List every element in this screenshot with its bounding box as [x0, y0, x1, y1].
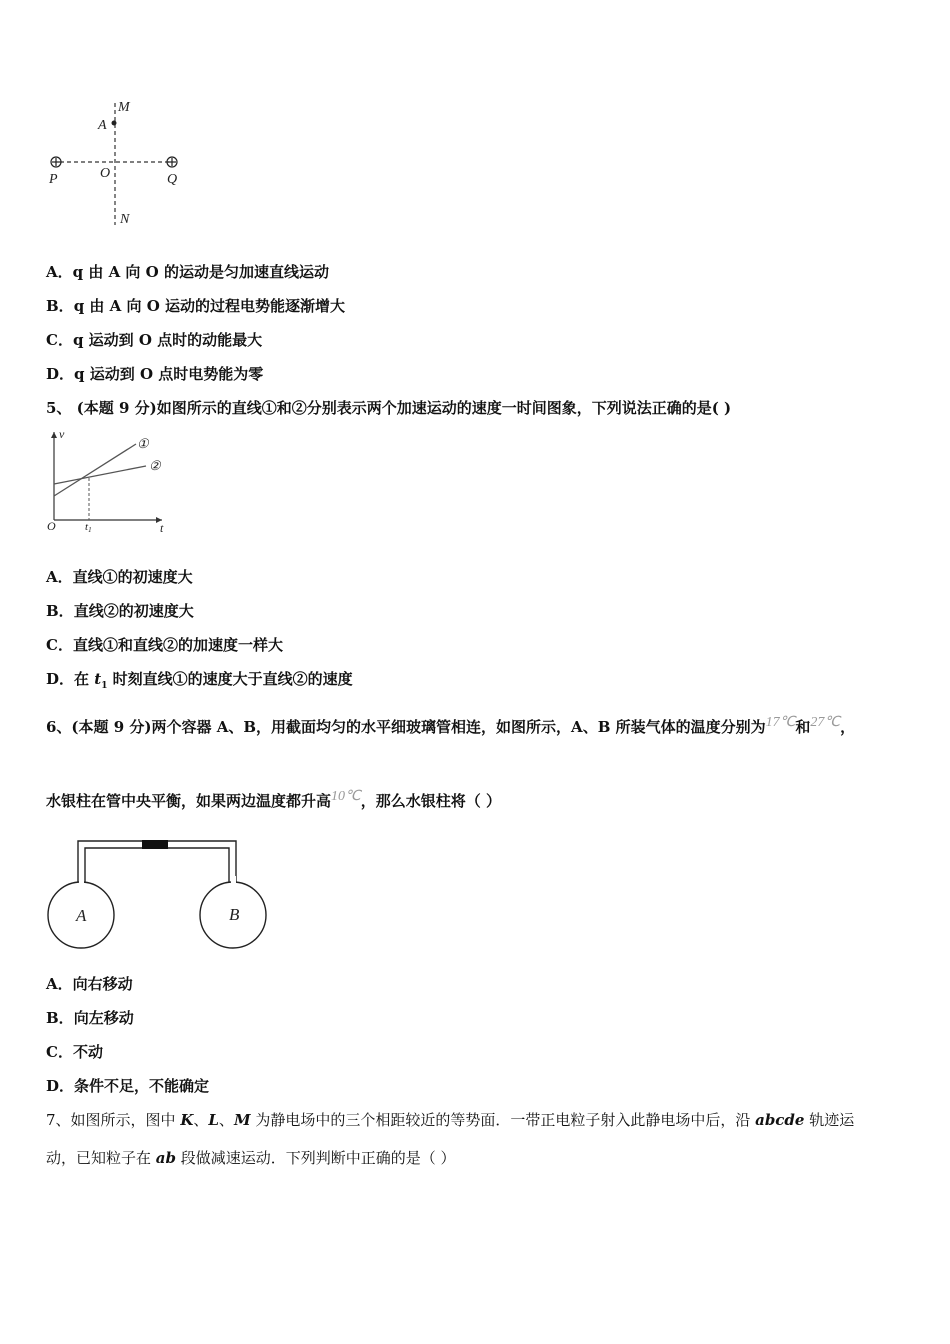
mercury-column	[142, 840, 168, 849]
q6-stem-line1: 6、(本题 9 分)两个容器 A、B，用截面均匀的水平细玻璃管相连，如图所示，A、B 所装气体的温度分别为17℃和27℃，	[46, 715, 856, 736]
label-q: Q	[167, 172, 178, 187]
temp-b: 27℃	[810, 715, 841, 730]
point-a	[112, 121, 117, 126]
q5-stem: 5、 (本题 9 分)如图所示的直线①和②分别表示两个加速运动的速度一时间图象，下列说法正确的是( )	[46, 399, 732, 417]
q5-option-d: D．在 $t_1$ 时刻直线①的速度大于直线②的速度	[46, 670, 353, 691]
q6-option-d: D．条件不足，不能确定	[46, 1077, 210, 1095]
q7-stem-line2: 动，已知粒子在 ab 段做减速运动．下列判断中正确的是（ ）	[46, 1149, 456, 1167]
q6-stem-line2: 水银柱在管中央平衡，如果两边温度都升高10℃，那么水银柱将（ ）	[46, 789, 501, 810]
label-container-b: B	[229, 905, 240, 924]
q4-option-a: A．q 由 A 向 O 的运动是匀加速直线运动	[46, 263, 329, 281]
q4-option-c: C．q 运动到 O 点时的动能最大	[46, 331, 263, 349]
q6-option-b: B．向左移动	[46, 1009, 134, 1027]
container-diagram	[44, 836, 274, 951]
field-diagram	[40, 95, 200, 235]
q4-option-b: B．q 由 A 向 O 运动的过程电势能逐渐增大	[46, 297, 345, 315]
q5-option-c: C．直线①和直线②的加速度一样大	[46, 636, 283, 654]
axis-v: v	[59, 427, 65, 441]
line-2	[54, 466, 146, 484]
label-m: M	[118, 100, 130, 115]
label-a: A	[98, 118, 107, 133]
q6-option-a: A．向右移动	[46, 975, 133, 993]
axis-t: t	[160, 521, 164, 535]
label-container-a: A	[76, 906, 87, 925]
q5-option-a: A．直线①的初速度大	[46, 568, 193, 586]
q6-option-c: C．不动	[46, 1043, 103, 1061]
vt-graph	[42, 426, 172, 536]
line-1-label: ①	[137, 436, 149, 451]
q4-option-d: D．q 运动到 O 点时电势能为零	[46, 365, 264, 383]
label-n: N	[120, 212, 130, 227]
origin-o: O	[47, 519, 56, 533]
q7-stem-line1: 7、如图所示，图中 K、L、M 为静电场中的三个相距较近的等势面．一带正电粒子射入此静电场中后，沿 abcde 轨迹运	[46, 1111, 855, 1129]
label-o: O	[100, 166, 111, 181]
tick-t1: t1	[85, 521, 92, 534]
label-p: P	[49, 172, 58, 187]
temp-a: 17℃	[765, 715, 796, 730]
q5-option-b: B．直线②的初速度大	[46, 602, 194, 620]
temp-rise: 10℃	[331, 789, 361, 804]
line-2-label: ②	[149, 458, 161, 473]
